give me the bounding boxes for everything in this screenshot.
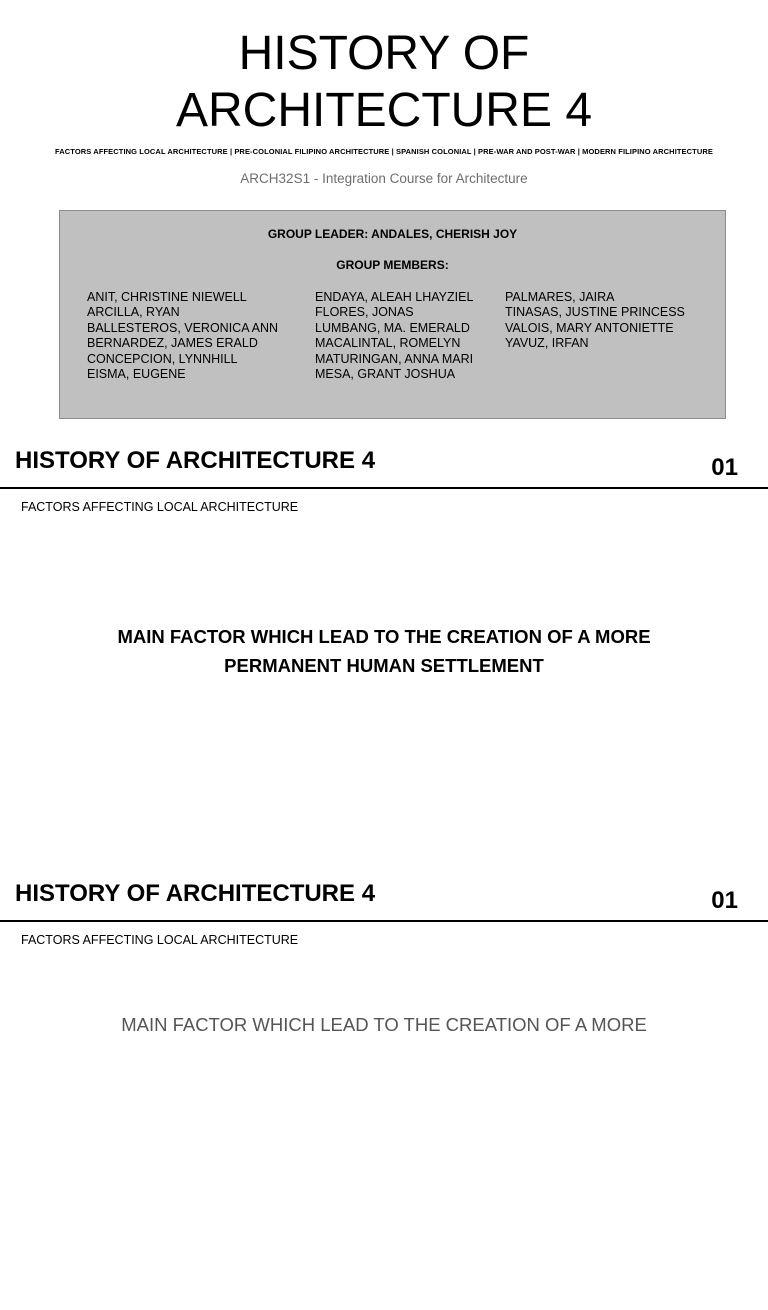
member-name: YAVUZ, IRFAN (505, 336, 589, 351)
slide-body (0, 622, 768, 680)
member-name: PALMARES, JAIRA (505, 290, 615, 304)
slide-body (0, 1010, 768, 1039)
cover-title-line1: HISTORY OF (238, 27, 530, 80)
cover-title-line2: ARCHITECTURE 4 (175, 84, 593, 137)
slide-divider (0, 920, 768, 922)
member-name: FLORES, JONAS (315, 305, 414, 320)
members-column-2 (315, 290, 473, 382)
member-name: ANIT, CHRISTINE NIEWELL (87, 290, 247, 304)
slide-2 (0, 880, 768, 1310)
member-name: BERNARDEZ, JAMES ERALD (87, 336, 258, 351)
members-column-3 (505, 290, 685, 352)
slide-title: HISTORY OF ARCHITECTURE 4 (15, 880, 376, 907)
cover-title (0, 25, 768, 139)
slide-topic: FACTORS AFFECTING LOCAL ARCHITECTURE (21, 500, 299, 514)
member-name: LUMBANG, MA. EMERALD (315, 320, 470, 335)
member-name: MATURINGAN, ANNA MARI (315, 351, 474, 366)
group-box (59, 210, 726, 419)
cover-subtopics: FACTORS AFFECTING LOCAL ARCHITECTURE | PRE-COLONIAL FILIPINO ARCHITECTURE | SPANISH COLONIAL | PRE-WAR AND POST-WAR | MODERN FILIPINO ARCHITECTURE (55, 147, 713, 156)
member-name: EISMA, EUGENE (87, 367, 186, 382)
member-name: MESA, GRANT JOSHUA (315, 367, 456, 382)
members-column-1 (87, 290, 278, 382)
slide-1 (0, 447, 768, 877)
member-name: ARCILLA, RYAN (87, 305, 180, 320)
slide-divider (0, 487, 768, 489)
member-name: TINASAS, JUSTINE PRINCESS (505, 305, 685, 320)
slide-topic: FACTORS AFFECTING LOCAL ARCHITECTURE (21, 933, 299, 947)
slide-number: 01 (711, 887, 738, 914)
cover-course: ARCH32S1 - Integration Course for Architecture (240, 171, 528, 186)
member-name: MACALINTAL, ROMELYN (315, 336, 461, 351)
member-name: VALOIS, MARY ANTONIETTE (505, 320, 674, 335)
slide-body-line1: MAIN FACTOR WHICH LEAD TO THE CREATION OF A MORE (121, 1014, 647, 1035)
slide-body-line2: PERMANENT HUMAN SETTLEMENT (224, 655, 544, 676)
slide-number: 01 (711, 454, 738, 481)
member-name: BALLESTEROS, VERONICA ANN (87, 320, 279, 335)
slide-body-line1: MAIN FACTOR WHICH LEAD TO THE CREATION OF A MORE (117, 626, 651, 647)
member-name: ENDAYA, ALEAH LHAYZIEL (315, 290, 474, 304)
member-name: CONCEPCION, LYNNHILL (87, 351, 238, 366)
members-heading: GROUP MEMBERS: (336, 258, 449, 272)
slide-title: HISTORY OF ARCHITECTURE 4 (15, 447, 376, 474)
group-leader: GROUP LEADER: ANDALES, CHERISH JOY (267, 227, 518, 241)
